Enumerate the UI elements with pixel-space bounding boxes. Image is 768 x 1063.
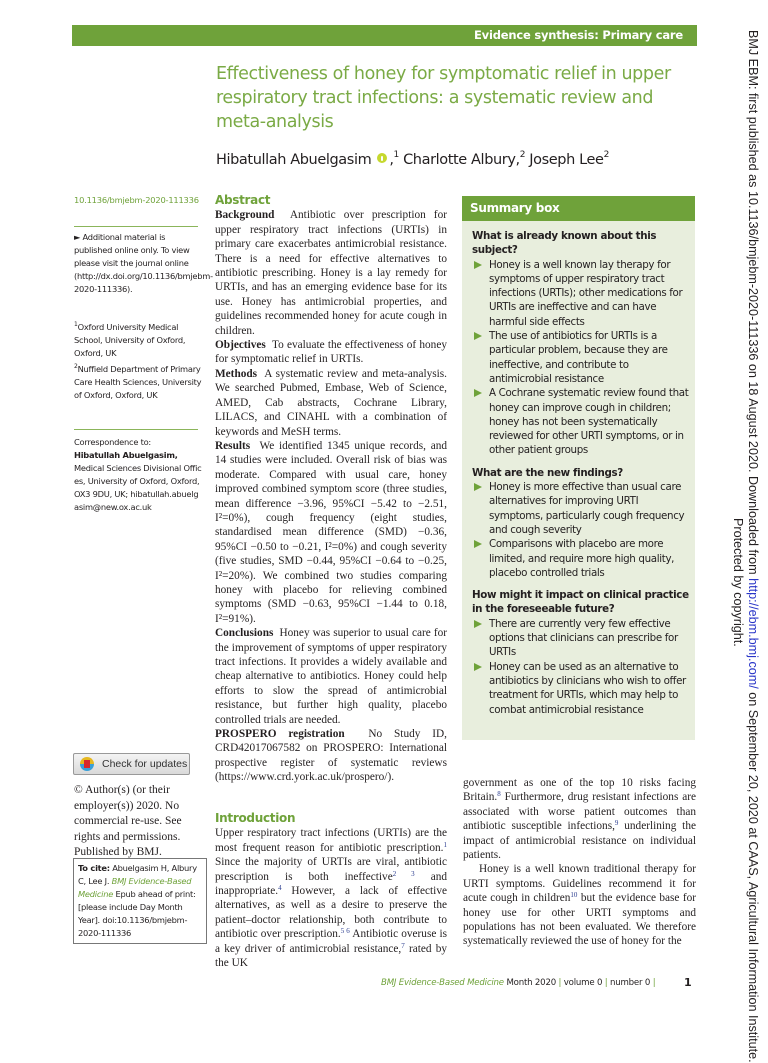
body-text: Since the majority of URTIs are viral, antibiotic prescription is both ineffective bbox=[215, 856, 447, 883]
introduction-column-2 bbox=[463, 776, 696, 949]
abstract-label: Background bbox=[215, 209, 275, 222]
summary-box-heading: Summary box bbox=[462, 196, 695, 221]
affiliation-item bbox=[74, 360, 202, 402]
introduction-paragraph bbox=[463, 862, 696, 948]
crossmark-icon bbox=[80, 757, 94, 771]
footer-volume: volume 0 bbox=[563, 978, 603, 988]
article-title: Effectiveness of honey for symptomatic relief in upper respiratory tract infections: a systematic review and meta-analysis bbox=[216, 64, 671, 132]
abstract-text: Honey was superior to usual care for the improvement of symptoms of upper respiratory tract infections. It provides a widely available and cheap alternative to antibiotics. Honey could help efforts to slow the spread of antimicrobial resistance, but further high quality, placebo controlled trials are needed. bbox=[215, 627, 447, 726]
abstract-results bbox=[215, 439, 447, 626]
abstract-background bbox=[215, 208, 447, 338]
affiliation-number: 1 bbox=[74, 321, 78, 328]
summary-list bbox=[472, 617, 689, 717]
summary-list bbox=[472, 258, 689, 458]
copyright-protection-note: Protected by copyright. bbox=[731, 518, 745, 647]
abstract-heading: Abstract bbox=[215, 193, 271, 207]
summary-question: How might it impact on clinical practice in the foreseeable future? bbox=[472, 589, 689, 616]
affiliation-item bbox=[74, 318, 202, 360]
reference-link[interactable]: 2 3 bbox=[392, 869, 415, 878]
orcid-icon[interactable] bbox=[377, 153, 387, 163]
copyright-notice: © Author(s) (or their employer(s)) 2020. No commercial re-use. See rights and permissions. Published by BMJ. bbox=[74, 784, 182, 858]
summary-box-body bbox=[462, 221, 695, 717]
journal-link[interactable]: http://ebm.bmj.com/ bbox=[746, 578, 760, 689]
abstract-objectives bbox=[215, 338, 447, 367]
introduction-heading: Introduction bbox=[215, 811, 296, 825]
author-name: Charlotte Albury, bbox=[403, 152, 520, 168]
abstract-text: We identified 1345 unique records, and 14 studies were included. Overall risk of bias was moderate. Compared with usual care, honey improved combined symptom score (three studies, mean difference −3.96, 95%CI −5.42 to −2.51, I²=0%), cough frequency (eight studies, standardised mean difference (SMD) −0.36, 95%CI −0.50 to −0.21, I²=0%) and cough severity (five studies, SMD −0.44, 95%CI −0.64 to −0.25, I²=20%). We combined two studies comparing honey with placebo for relieving combined symptoms (SMD −0.63, 95%CI −1.44 to 0.18, I²=91%). bbox=[215, 439, 448, 625]
abstract-label: PROSPERO registration bbox=[215, 728, 345, 741]
body-text: However, a lack of effective alternatives, as well as a desire to preserve the patient–doctor relationship, both contribute to antibiotic over prescription. bbox=[215, 885, 447, 941]
additional-material-note: ► Additional material is published online only. To view please visit the journal online (http://dx.doi.org/10.1136/bmjebm-2020-111336). bbox=[74, 232, 213, 294]
summary-item: Comparisons with placebo are more limited, and require more high quality, placebo controlled trials bbox=[472, 537, 689, 580]
summary-item: Honey can be used as an alternative to antibiotics by clinicians who wish to offer treatment for URTIs, which may help to combat antimicrobial resistance bbox=[472, 660, 689, 717]
reference-link[interactable]: 9 bbox=[614, 819, 619, 828]
reference-link[interactable]: 4 bbox=[278, 884, 282, 893]
introduction-paragraph-continued bbox=[463, 776, 696, 862]
body-text: but the evidence base for honey use for other URTI symptoms and populations has not been evaluated. We therefore systematically reviewed the use of honey for the bbox=[463, 892, 696, 948]
abstract-text: A systematic review and meta-analysis. We searched Pubmed, Embase, Web of Science, AMED, Cab abstracts, Cochrane Library, LILACS, and CINAHL with a combination of keywords and MeSH terms. bbox=[215, 367, 448, 438]
body-text: Furthermore, drug resistant infections are associated with worse patient outcomes than antibiotic susceptible infections, bbox=[463, 791, 696, 833]
summary-item: The use of antibiotics for URTIs is a particular problem, because they are ineffective, and contribute to antimicrobial resistance bbox=[472, 329, 689, 386]
cite-label: To cite: bbox=[78, 863, 110, 873]
abstract-label: Results bbox=[215, 439, 251, 452]
section-banner bbox=[72, 25, 697, 46]
body-text: and inappropriate. bbox=[215, 870, 448, 898]
correspondence-address: Medical Sciences Divisional Offices, University of Oxford, Oxford, OX3 9DU, UK; hibatullah.abuelgasim@new.ox.ac.uk bbox=[74, 463, 202, 512]
introduction-paragraph bbox=[215, 826, 447, 970]
summary-item: There are currently very few effective options that clinicians can prescribe for URTIs bbox=[472, 617, 689, 660]
body-text: Honey is a well known traditional therapy for URTI symptoms. Guidelines recommend it for acute cough in children bbox=[463, 863, 696, 905]
summary-question: What are the new findings? bbox=[472, 466, 623, 479]
check-updates-label: Check for updates bbox=[102, 758, 188, 770]
introduction-column-1 bbox=[215, 811, 447, 970]
author-name: Hibatullah Abuelgasim bbox=[216, 152, 372, 168]
watermark-text: on September 20, 2020 at CAAS, Agricultural Information Institute. bbox=[746, 688, 760, 1063]
download-watermark bbox=[730, 30, 760, 1063]
cite-authors: Abuelgasim H, Albury C, Lee J. bbox=[78, 863, 197, 886]
affiliations bbox=[74, 318, 202, 402]
body-text: rated by the UK bbox=[215, 942, 448, 970]
footer-issue: Month 2020 bbox=[506, 978, 556, 988]
divider bbox=[74, 429, 198, 430]
page-footer: BMJ Evidence-Based Medicine Month 2020 | volume 0 | number 0 | bbox=[381, 978, 656, 988]
abstract-label: Methods bbox=[215, 367, 258, 380]
footer-number: number 0 bbox=[610, 978, 651, 988]
cite-details: Epub ahead of print: [please include Day Month Year]. doi:10.1136/bmjebm-2020-111336 bbox=[78, 889, 196, 938]
body-text: Upper respiratory tract infections (URTIs) are the most frequent reason for antibiotic prescription. bbox=[215, 827, 447, 854]
summary-item: A Cochrane systematic review found that honey can improve cough in children; honey has not been systematically reviewed for other URTI symptoms, or in other patient groups bbox=[472, 386, 689, 457]
reference-link[interactable]: 10 bbox=[570, 891, 578, 900]
affiliation-mark: 1 bbox=[393, 150, 399, 160]
author-list: Hibatullah Abuelgasim ,$^1$ Charlotte Albury,$^2$ Joseph Lee$^2$ bbox=[216, 150, 609, 168]
section-label: Evidence synthesis: Primary care bbox=[474, 28, 683, 42]
reference-link[interactable]: 1 bbox=[443, 840, 447, 849]
cite-journal: BMJ Evidence-Based Medicine bbox=[78, 876, 192, 899]
divider bbox=[74, 226, 198, 227]
citation-box bbox=[73, 858, 207, 944]
summary-item: Honey is more effective than usual care alternatives for improving URTI symptoms, particularly cough frequency and cough severity bbox=[472, 480, 689, 537]
correspondence-label: Correspondence to: bbox=[74, 437, 151, 447]
abstract-label: Conclusions bbox=[215, 627, 274, 640]
abstract-text: No Study ID, CRD42017067582 on PROSPERO: International prospective register of systematic reviews (https://www.crd.york.ac.uk/prospero/). bbox=[215, 728, 447, 784]
abstract-text: Antibiotic over prescription for upper respiratory tract infections (URTIs) in primary care exacerbates antimicrobial resistance. There is a need for effective alternatives to antibiotic prescribing. Honey is a lay remedy for URTIs, and has an emerging evidence base for its use. Honey has antimicrobial properties, and guidelines recommended honey for acute cough in children. bbox=[215, 209, 447, 337]
reference-link[interactable]: 7 bbox=[401, 941, 405, 950]
affiliation-mark: 2 bbox=[603, 150, 609, 160]
correspondence bbox=[74, 436, 202, 514]
affiliation-text: Nuffield Department of Primary Care Health Sciences, University of Oxford, Oxford, UK bbox=[74, 364, 202, 400]
summary-list bbox=[472, 480, 689, 580]
abstract-text: To evaluate the effectiveness of honey for symptomatic relief in URTIs. bbox=[215, 339, 447, 366]
body-text: Antibiotic overuse is a key driver of antimicrobial resistance, bbox=[215, 928, 448, 955]
abstract bbox=[215, 193, 447, 785]
watermark-text: BMJ EBM: first published as 10.1136/bmjebm-2020-111336 on 18 August 2020. Downloaded from bbox=[746, 30, 760, 579]
affiliation-number: 2 bbox=[74, 363, 78, 370]
body-text: government as one of the top 10 risks facing Britain. bbox=[463, 777, 696, 804]
abstract-registration bbox=[215, 727, 447, 785]
affiliation-mark: 2 bbox=[519, 150, 526, 160]
doi-link[interactable]: 10.1136/bmjebm-2020-111336 bbox=[74, 195, 199, 205]
abstract-label: Objectives bbox=[215, 339, 266, 352]
author-name: Joseph Lee bbox=[529, 152, 604, 168]
body-text: underlining the impact of antimicrobial resistance on individual patients. bbox=[463, 820, 696, 862]
summary-question: What is already known about this subject? bbox=[472, 230, 657, 257]
footer-journal: BMJ Evidence-Based Medicine bbox=[381, 978, 504, 988]
correspondence-name: Hibatullah Abuelgasim, bbox=[74, 450, 178, 460]
check-for-updates-button[interactable] bbox=[73, 753, 190, 775]
reference-link[interactable]: 8 bbox=[497, 790, 501, 799]
affiliation-text: Oxford University Medical School, University of Oxford, Oxford, UK bbox=[74, 322, 186, 358]
page-number: 1 bbox=[684, 976, 692, 989]
abstract-methods bbox=[215, 367, 447, 439]
summary-box bbox=[462, 196, 695, 740]
abstract-conclusions bbox=[215, 626, 447, 727]
summary-item: Honey is a well known lay therapy for symptoms of upper respiratory tract infections (URTIs); other medications for URTIs are ineffective and can have harmful side effects bbox=[472, 258, 689, 329]
reference-link[interactable]: 5 6 bbox=[340, 927, 350, 936]
